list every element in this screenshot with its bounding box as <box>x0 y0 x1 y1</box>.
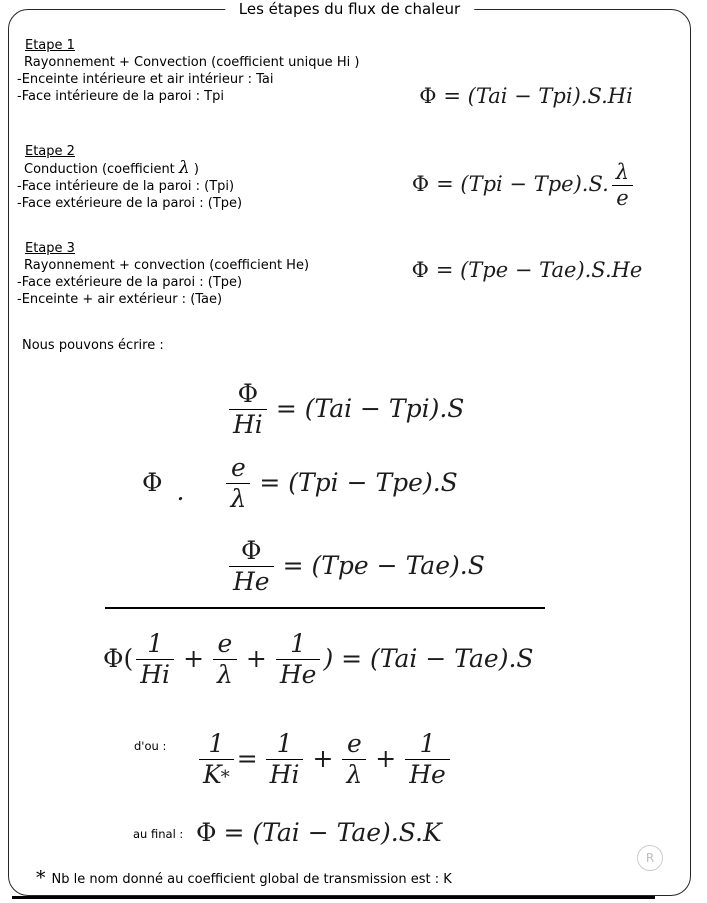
fraction <box>342 729 366 789</box>
equation-rhs: = (Tpe − Tae).S <box>282 551 485 580</box>
plus-operator: + <box>183 644 205 673</box>
formula-body: = (Tpe − Tae).S.He <box>435 258 643 283</box>
page-title: Les étapes du flux de chaleur <box>225 0 474 18</box>
fraction-numerator: Φ <box>237 379 259 408</box>
fraction <box>226 453 250 513</box>
equation-5 <box>196 729 453 790</box>
step-2-description: Conduction (coefficient λ ) <box>24 158 199 178</box>
fraction-denominator: K* <box>203 759 230 789</box>
fraction-numerator: e <box>230 453 246 482</box>
step-1-description: Rayonnement + Convection (coefficient unique Hi ) <box>24 55 360 70</box>
step-3-section <box>17 240 309 308</box>
equation-1 <box>226 379 470 439</box>
step-2-item-2: -Face extérieure de la paroi : (Tpe) <box>17 196 243 211</box>
fraction-denominator: e <box>616 185 629 210</box>
dou-label: d'ou : <box>134 739 167 753</box>
fraction-denominator: λ <box>217 659 233 689</box>
footnote-text: Nb le nom donné au coefficient global de transmission est : K <box>51 872 452 887</box>
step-3-description: Rayonnement + convection (coefficient He) <box>24 258 310 273</box>
step-1-item-1: -Enceinte intérieure et air intérieur : Tai <box>17 72 274 87</box>
step-1-heading: Etape 1 <box>25 38 75 53</box>
fraction-numerator: e <box>217 629 233 658</box>
phi-symbol: Φ <box>196 818 217 847</box>
equation-6 <box>196 818 442 848</box>
fraction <box>229 379 267 439</box>
equation-3 <box>226 536 491 596</box>
step-3-item-1: -Face extérieure de la paroi : (Tpe) <box>17 275 243 290</box>
fraction <box>266 729 304 789</box>
step-1-formula <box>398 81 654 113</box>
fraction <box>229 536 274 596</box>
step-2-formula <box>404 156 644 214</box>
fraction-numerator: e <box>346 729 362 759</box>
fraction-numerator: 1 <box>147 629 164 658</box>
fraction-denominator: λ <box>346 759 363 789</box>
fraction <box>405 729 450 789</box>
step-2-item-1: -Face intérieure de la paroi : (Tpi) <box>17 179 235 194</box>
step-1-item-2: -Face intérieure de la paroi : Tpi <box>17 89 224 104</box>
formula-body: = (Tpi − Tpe).S. <box>436 172 609 197</box>
plus-operator: + <box>245 644 267 673</box>
phi-symbol: Φ <box>411 172 430 197</box>
fraction-numerator: 1 <box>290 629 307 658</box>
fraction <box>276 629 321 689</box>
equals-sign: = <box>236 744 258 774</box>
fraction <box>199 729 234 790</box>
equation-2 <box>142 453 464 513</box>
fraction-numerator: 1 <box>419 729 436 759</box>
plus-operator: + <box>375 744 397 774</box>
fraction-denominator: He <box>279 659 317 689</box>
fraction-numerator: λ <box>615 159 630 184</box>
equation-lhs: Φ( <box>103 644 134 673</box>
fraction-denominator: λ <box>230 483 247 513</box>
step-3-heading: Etape 3 <box>25 241 75 256</box>
asterisk-mark: * <box>36 867 46 889</box>
footnote <box>36 867 452 891</box>
lambda-symbol: λ <box>178 158 190 178</box>
formula-body: = (Tai − Tpi).S.Hi <box>443 84 633 109</box>
step-2-section <box>17 143 242 212</box>
multiply-dot: . <box>176 477 185 506</box>
asterisk-mark: * <box>220 767 230 789</box>
fraction-denominator: Hi <box>269 759 300 789</box>
equation-rhs: = (Tai − Tae).S.K <box>223 818 442 847</box>
equation-4 <box>103 629 534 689</box>
step-1-section <box>17 37 359 105</box>
fraction <box>136 629 174 689</box>
equation-rhs: ) = (Tai − Tae).S <box>323 644 534 673</box>
step-3-formula <box>396 255 658 287</box>
fraction-numerator: 1 <box>208 729 225 758</box>
intro-text: Nous pouvons écrire : <box>22 338 164 353</box>
final-label: au final : <box>133 827 184 841</box>
registered-mark: R <box>637 845 663 871</box>
step-2-heading: Etape 2 <box>25 144 75 159</box>
plus-operator: + <box>312 744 334 774</box>
fraction-denominator: Hi <box>140 659 171 689</box>
phi-symbol: Φ <box>419 84 437 109</box>
fraction-denominator: He <box>409 759 446 789</box>
sum-rule <box>105 607 545 609</box>
equation-rhs: = (Tpi − Tpe).S <box>259 468 458 497</box>
fraction <box>213 629 237 689</box>
bottom-rule <box>12 896 655 899</box>
step-3-item-2: -Enceinte + air extérieur : (Tae) <box>17 292 223 307</box>
fraction <box>612 160 633 211</box>
fraction-denominator: Hi <box>233 409 263 439</box>
fraction-numerator: 1 <box>276 729 293 759</box>
fraction-denominator: He <box>233 566 270 596</box>
fraction-numerator: Φ <box>241 536 262 565</box>
equation-rhs: = (Tai − Tpi).S <box>275 394 465 423</box>
phi-symbol: Φ <box>142 468 163 497</box>
phi-symbol: Φ <box>411 258 429 283</box>
